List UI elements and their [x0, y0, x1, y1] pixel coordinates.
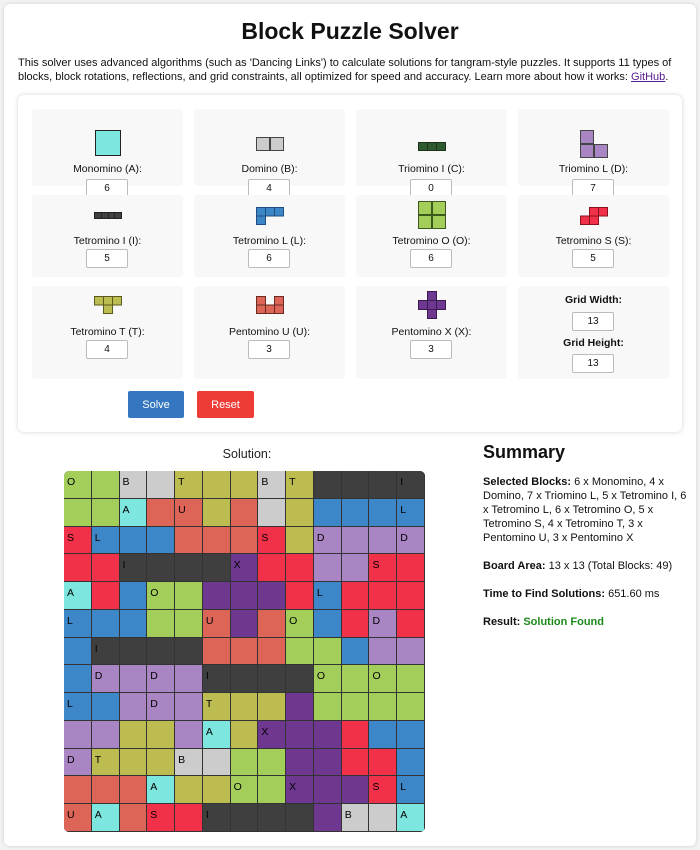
board-cell	[231, 665, 259, 693]
block-card-monomino	[32, 109, 183, 186]
board-cell	[175, 776, 203, 804]
board-cell	[314, 471, 342, 499]
board-cell	[147, 721, 175, 749]
board-cell	[342, 721, 370, 749]
board-cell: A	[120, 499, 148, 527]
board-cell	[397, 749, 425, 777]
board-cell	[286, 554, 314, 582]
board-cell	[64, 638, 92, 666]
board-cell: T	[203, 693, 231, 721]
board-cell	[314, 693, 342, 721]
result-line	[483, 615, 688, 629]
board-cell: D	[314, 527, 342, 555]
board-cell: A	[203, 721, 231, 749]
board-cell: D	[64, 749, 92, 777]
board-cell	[231, 721, 259, 749]
block-label: Tetromino I (I):	[73, 235, 142, 247]
block-card-tetromino-i	[32, 195, 183, 277]
board-cell	[120, 527, 148, 555]
tetromino-l-icon	[194, 207, 345, 225]
board-cell: D	[92, 665, 120, 693]
board-cell: T	[175, 471, 203, 499]
board-cell	[397, 554, 425, 582]
board-cell: O	[231, 776, 259, 804]
tetromino-t-count-input[interactable]	[86, 340, 128, 359]
result-label: Result:	[483, 616, 521, 628]
tetromino-i-icon	[32, 212, 183, 219]
board-cell: B	[120, 471, 148, 499]
board-cell	[258, 499, 286, 527]
board-cell	[231, 471, 259, 499]
board-cell: D	[369, 610, 397, 638]
board-cell	[342, 582, 370, 610]
board-cell: B	[258, 471, 286, 499]
intro-text	[18, 56, 682, 84]
board-cell	[286, 582, 314, 610]
board-cell	[175, 554, 203, 582]
board-cell	[64, 776, 92, 804]
board-cell	[203, 527, 231, 555]
board-cell	[175, 693, 203, 721]
board-cell	[175, 527, 203, 555]
board-cell	[92, 610, 120, 638]
pentomino-x-icon	[356, 291, 507, 319]
board-cell	[258, 776, 286, 804]
board-cell	[175, 721, 203, 749]
board-cell	[258, 638, 286, 666]
board-cell	[231, 638, 259, 666]
board-cell	[120, 582, 148, 610]
board-cell: X	[231, 554, 259, 582]
board-cell	[203, 776, 231, 804]
board-cell: O	[64, 471, 92, 499]
board-cell	[231, 610, 259, 638]
board-cell: B	[342, 804, 370, 832]
board-cell	[314, 776, 342, 804]
board-cell	[342, 693, 370, 721]
block-label: Tetromino T (T):	[70, 326, 145, 338]
board-cell	[258, 693, 286, 721]
board-cell	[64, 721, 92, 749]
board-cell	[342, 499, 370, 527]
board-cell	[120, 776, 148, 804]
board-cell	[120, 804, 148, 832]
selected-blocks-label: Selected Blocks:	[483, 476, 572, 488]
board-cell	[92, 499, 120, 527]
block-label: Tetromino L (L):	[232, 235, 307, 247]
tetromino-l-count-input[interactable]	[248, 249, 290, 268]
board-cell	[286, 665, 314, 693]
board-cell: A	[92, 804, 120, 832]
board-cell	[175, 582, 203, 610]
board-cell	[64, 554, 92, 582]
board-cell: U	[203, 610, 231, 638]
block-label: Triomino I (C):	[398, 163, 465, 175]
board-cell	[203, 554, 231, 582]
pentomino-u-icon	[194, 296, 345, 314]
board-cell	[203, 471, 231, 499]
board-cell	[286, 693, 314, 721]
board-cell	[175, 638, 203, 666]
solution-board	[64, 471, 425, 832]
board-cell	[147, 749, 175, 777]
board-cell: L	[314, 582, 342, 610]
board-cell	[342, 749, 370, 777]
board-cell	[231, 582, 259, 610]
board-cell	[314, 499, 342, 527]
board-area-label: Board Area:	[483, 560, 546, 572]
board-cell	[64, 499, 92, 527]
board-cell: O	[147, 582, 175, 610]
board-cell	[92, 693, 120, 721]
board-cell	[314, 554, 342, 582]
board-cell: S	[147, 804, 175, 832]
board-cell	[369, 471, 397, 499]
board-cell	[286, 749, 314, 777]
board-cell	[147, 610, 175, 638]
board-cell: U	[175, 499, 203, 527]
board-cell	[258, 749, 286, 777]
board-cell	[369, 582, 397, 610]
grid-height-label: Grid Height:	[563, 337, 624, 349]
block-card-domino	[194, 109, 345, 186]
board-cell	[231, 804, 259, 832]
board-cell	[369, 499, 397, 527]
tetromino-s-icon	[518, 207, 669, 225]
grid-height-input[interactable]	[572, 354, 614, 373]
board-cell	[397, 610, 425, 638]
board-cell	[231, 527, 259, 555]
board-cell	[120, 693, 148, 721]
block-config-panel	[18, 95, 682, 432]
page-title: Block Puzzle Solver	[241, 18, 459, 44]
board-cell: T	[286, 471, 314, 499]
board-cell	[342, 554, 370, 582]
summary-panel	[483, 442, 688, 643]
board-cell: L	[64, 610, 92, 638]
board-cell: I	[120, 554, 148, 582]
block-card-pentomino-u	[194, 286, 345, 379]
triomino-l-icon	[518, 130, 669, 158]
board-cell	[258, 554, 286, 582]
board-cell	[397, 582, 425, 610]
monomino-icon	[32, 130, 183, 156]
board-cell	[147, 638, 175, 666]
time-label: Time to Find Solutions:	[483, 588, 606, 600]
board-cell	[203, 749, 231, 777]
block-label: Domino (B):	[241, 163, 298, 175]
board-cell	[342, 776, 370, 804]
board-cell: L	[397, 499, 425, 527]
board-cell	[120, 749, 148, 777]
board-cell: X	[286, 776, 314, 804]
triomino-i-icon	[356, 142, 507, 151]
block-card-pentomino-x	[356, 286, 507, 379]
board-cell	[397, 693, 425, 721]
board-cell: S	[64, 527, 92, 555]
board-cell	[147, 471, 175, 499]
board-cell	[286, 804, 314, 832]
board-cell	[286, 721, 314, 749]
board-cell	[147, 527, 175, 555]
solve-button[interactable]: Solve	[128, 391, 184, 418]
board-cell	[369, 693, 397, 721]
board-cell	[258, 665, 286, 693]
board-cell: S	[369, 554, 397, 582]
tetromino-i-count-input[interactable]	[86, 249, 128, 268]
board-cell: O	[286, 610, 314, 638]
board-cell: I	[203, 665, 231, 693]
block-card-tetromino-s	[518, 195, 669, 277]
board-cell	[203, 499, 231, 527]
result-value: Solution Found	[523, 616, 604, 628]
board-cell	[397, 638, 425, 666]
board-cell	[342, 665, 370, 693]
board-cell	[147, 499, 175, 527]
board-cell: D	[147, 693, 175, 721]
tetromino-t-icon	[32, 296, 183, 314]
board-cell: D	[147, 665, 175, 693]
board-cell	[314, 804, 342, 832]
board-cell: A	[64, 582, 92, 610]
board-cell	[120, 721, 148, 749]
board-cell	[397, 721, 425, 749]
board-cell	[258, 582, 286, 610]
domino-icon	[194, 137, 345, 151]
board-cell: I	[92, 638, 120, 666]
board-cell	[369, 638, 397, 666]
board-cell: L	[92, 527, 120, 555]
board-cell	[175, 610, 203, 638]
board-cell: O	[369, 665, 397, 693]
block-card-triomino-i	[356, 109, 507, 186]
block-label: Monomino (A):	[73, 163, 142, 175]
board-cell	[64, 665, 92, 693]
board-cell	[342, 638, 370, 666]
block-cards	[32, 109, 669, 379]
board-cell	[286, 638, 314, 666]
selected-blocks-value: 6 x Monomino, 4 x Domino, 7 x Triomino L, 5 x Tetromino I, 6 x Tetromino L, 6 x Tetromino O, 5 x Tetromino S, 4 x Tetromino T, 3 x Pentomino U, 3 x Pentomino X	[483, 476, 687, 544]
board-cell	[369, 749, 397, 777]
board-cell	[369, 721, 397, 749]
board-cell	[258, 804, 286, 832]
board-cell	[397, 665, 425, 693]
board-cell	[92, 582, 120, 610]
tetromino-o-icon	[356, 201, 507, 229]
board-cell	[92, 471, 120, 499]
board-cell	[314, 721, 342, 749]
board-cell: I	[397, 471, 425, 499]
board-cell	[175, 804, 203, 832]
intro-body: This solver uses advanced algorithms (such as 'Dancing Links') to calculate solutions for tangram-style puzzles. It supports 11 types of blocks, block rotations, reflections, and grid constraints, all optimized for speed and accuracy. Learn more about how it works:	[18, 57, 672, 83]
board-cell	[342, 610, 370, 638]
board-cell: S	[258, 527, 286, 555]
block-label: Triomino L (D):	[558, 163, 629, 175]
board-area-value: 13 x 13 (Total Blocks: 49)	[545, 560, 673, 572]
page	[4, 4, 696, 846]
board-cell	[342, 471, 370, 499]
board-cell: L	[64, 693, 92, 721]
board-cell	[147, 554, 175, 582]
board-cell: A	[147, 776, 175, 804]
board-cell	[203, 638, 231, 666]
summary-heading: Summary	[483, 442, 566, 462]
board-cell	[92, 721, 120, 749]
pentomino-x-count-input[interactable]	[410, 340, 452, 359]
board-cell	[286, 527, 314, 555]
grid-width-input[interactable]	[572, 312, 614, 331]
github-link[interactable]: GitHub	[631, 71, 666, 83]
block-card-tetromino-o	[356, 195, 507, 277]
time-line	[483, 587, 688, 601]
block-label: Pentomino U (U):	[228, 326, 311, 338]
selected-blocks-line	[483, 475, 688, 545]
solution-title: Solution:	[222, 447, 272, 461]
tetromino-s-count-input[interactable]	[572, 249, 614, 268]
board-cell: L	[397, 776, 425, 804]
board-cell	[92, 776, 120, 804]
block-card-triomino-l	[518, 109, 669, 186]
intro-suffix: .	[665, 71, 669, 83]
board-cell	[286, 499, 314, 527]
board-cell: B	[175, 749, 203, 777]
board-cell	[203, 582, 231, 610]
grid-dimensions-card	[518, 286, 669, 379]
board-cell: S	[369, 776, 397, 804]
board-cell	[369, 527, 397, 555]
board-cell	[369, 804, 397, 832]
board-cell: D	[397, 527, 425, 555]
board-cell: X	[258, 721, 286, 749]
board-cell: O	[314, 665, 342, 693]
time-value: 651.60 ms	[605, 588, 660, 600]
grid-width-label: Grid Width:	[564, 294, 623, 306]
board-cell	[120, 610, 148, 638]
board-cell	[342, 527, 370, 555]
board-cell: I	[203, 804, 231, 832]
board-cell: T	[92, 749, 120, 777]
board-cell	[120, 638, 148, 666]
block-card-tetromino-l	[194, 195, 345, 277]
pentomino-u-count-input[interactable]	[248, 340, 290, 359]
board-cell	[258, 610, 286, 638]
board-cell	[175, 665, 203, 693]
board-cell	[314, 638, 342, 666]
board-cell	[314, 610, 342, 638]
board-cell	[231, 499, 259, 527]
block-label: Tetromino S (S):	[555, 235, 632, 247]
board-area-line	[483, 559, 688, 573]
block-label: Tetromino O (O):	[392, 235, 471, 247]
block-card-tetromino-t	[32, 286, 183, 379]
board-cell	[231, 693, 259, 721]
block-label: Pentomino X (X):	[391, 326, 472, 338]
board-cell	[314, 749, 342, 777]
board-cell: U	[64, 804, 92, 832]
tetromino-o-count-input[interactable]	[410, 249, 452, 268]
board-cell	[92, 554, 120, 582]
board-cell	[120, 665, 148, 693]
board-cell	[231, 749, 259, 777]
reset-button[interactable]: Reset	[197, 391, 254, 418]
board-cell: A	[397, 804, 425, 832]
